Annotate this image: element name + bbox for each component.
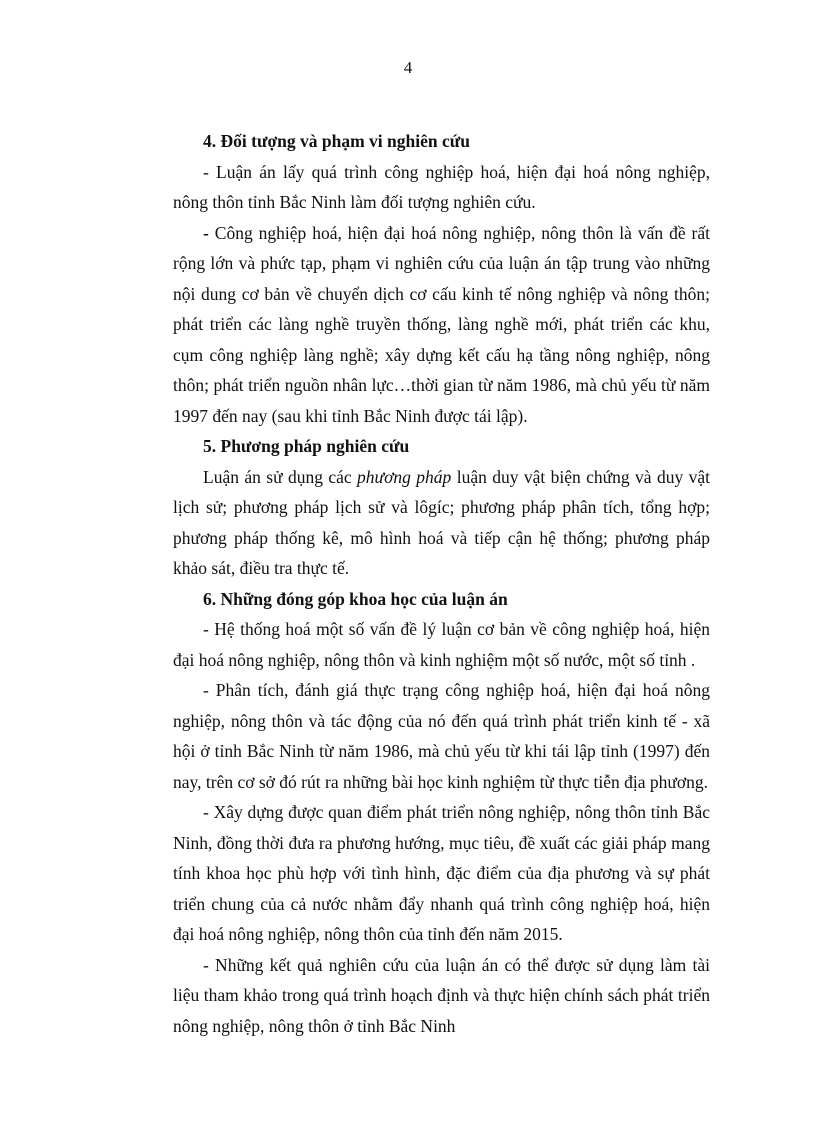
paragraph: - Hệ thống hoá một số vấn đề lý luận cơ bản về công nghiệp hoá, hiện đại hoá nông nghiệp, nông thôn và kinh nghiệm một số nước, một số tỉnh . — [173, 619, 710, 670]
paragraph: - Những kết quả nghiên cứu của luận án có thể được sử dụng làm tài liệu tham khảo trong quá trình hoạch định và thực hiện chính sách phát triển nông nghiệp, nông thôn ở tỉnh Bắc Ninh — [173, 954, 710, 1036]
paragraph — [173, 218, 710, 432]
section-heading-6: 6. Những đóng góp khoa học của luận án — [203, 588, 508, 609]
paragraph-text: Luận án sử dụng các — [203, 466, 358, 487]
section-heading-4: 4. Đối tượng và phạm vi nghiên cứu — [203, 131, 470, 151]
paragraph-text: Công nghiệp hoá, hiện đại hoá nông nghiệp, nông thôn là vấn đề rất rộng lớn và phức tạp, phạm vi nghiên cứu của luận án tập trung vào những nội dung cơ bản về chuyển dịch cơ cấu kinh tế nông nghiệp và nông thôn; phát triển các làng nghề truyền thống, làng nghề mới, phát triển các khu, cụm công nghiệp làng nghề; xây dựng kết cấu hạ tầng nông nghiệp, nông thôn; phát triển nguồn nhân lực…thời gian từ năm 1986, mà chủ yếu từ năm 1997 đến nay (sau khi tỉnh Bắc Ninh được tái lập). — [173, 222, 710, 426]
paragraph — [173, 462, 710, 584]
page-number: 4 — [403, 58, 413, 77]
section-heading-5: 5. Phương pháp nghiên cứu — [203, 436, 410, 456]
bullet-dash: - — [203, 222, 215, 243]
paragraph: - Xây dựng được quan điểm phát triển nông nghiệp, nông thôn tỉnh Bắc Ninh, đồng thời đưa ra phương hướng, mục tiêu, đề xuất các giải pháp mang tính khoa học phù hợp với tình hình, đặc điểm của địa phương và sự phát triển chung của cả nước nhằm đẩy nhanh quá trình công nghiệp hoá, hiện đại hoá nông nghiệp, nông thôn của tỉnh đến năm 2015. — [173, 802, 710, 944]
paragraph: - Luận án lấy quá trình công nghiệp hoá, hiện đại hoá nông nghiệp, nông thôn tỉnh Bắc Ninh làm đối tượng nghiên cứu. — [173, 161, 710, 212]
paragraph-text: luận duy vật biện chứng và duy vật lịch sử; phương pháp lịch sử và lôgíc; phương pháp phân tích, tổng hợp; phương pháp thống kê, mô hình hoá và tiếp cận hệ thống; phương pháp khảo sát, điều tra thực tế. — [173, 466, 710, 578]
document-body — [173, 126, 710, 1041]
paragraph: - Phân tích, đánh giá thực trạng công nghiệp hoá, hiện đại hoá nông nghiệp, nông thôn và tác động của nó đến quá trình phát triển kinh tế - xã hội ở tỉnh Bắc Ninh từ năm 1986, mà chủ yếu từ khi tái lập tỉnh (1997) đến nay, trên cơ sở đó rút ra những bài học kinh nghiệm từ thực tiễn địa phương. — [173, 680, 710, 792]
emphasis-text: phương pháp — [357, 466, 452, 487]
